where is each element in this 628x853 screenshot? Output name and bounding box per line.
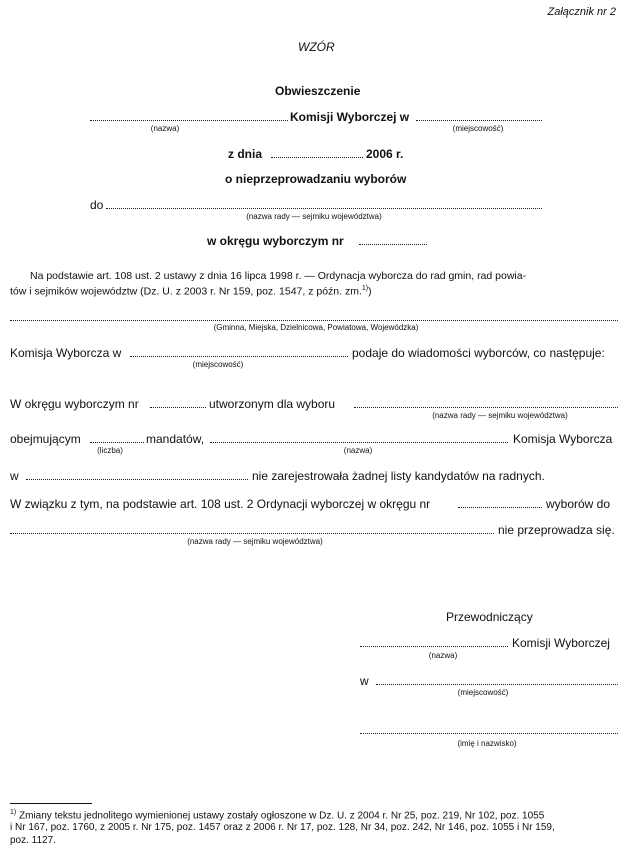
conclusion-district-field xyxy=(458,507,542,508)
do-prefix: do xyxy=(90,198,104,212)
no-lists-suffix: nie zarejestrowała żadnej listy kandydatów na radnych. xyxy=(252,469,545,483)
legal-basis-line2-end: ) xyxy=(368,285,372,298)
legal-basis-line1: Na podstawie art. 108 ust. 2 ustawy z dnia 16 lipca 1998 r. — Ordynacja wyborcza do rad gmin, rad powia- xyxy=(30,270,527,282)
district-paragraph xyxy=(10,397,618,411)
mandates-prefix: obejmującym xyxy=(10,432,81,446)
caption-imie-nazwisko: (imię i nazwisko) xyxy=(457,739,517,748)
signature-commission-field xyxy=(360,646,508,647)
caption-conclusion-council: (nazwa rady — sejmiku województwa) xyxy=(187,537,323,546)
district-line xyxy=(207,234,427,248)
mandates-line xyxy=(10,432,622,446)
commission-line xyxy=(90,110,542,124)
template-label: WZÓR xyxy=(298,40,335,54)
footnote-line2: i Nr 167, poz. 1760, z 2005 r. Nr 175, poz. 1457 oraz z 2006 r. Nr 17, poz. 128, Nr 34, poz. 242, Nr 146, poz. 1055 i Nr 159, xyxy=(10,822,555,833)
signature-name-field xyxy=(360,733,618,734)
legal-basis-line2-text: tów i sejmików województw (Dz. U. z 2003 r. Nr 159, poz. 1547, z późn. zm. xyxy=(10,285,362,298)
commission-name-field xyxy=(90,120,288,121)
no-lists-prefix: w xyxy=(10,469,19,483)
signature-commission-text: Komisji Wyborczej xyxy=(512,636,610,650)
no-lists-place-field xyxy=(26,479,248,480)
footnote-line1-text: Zmiany tekstu jednolitego wymienionej ustawy zostały ogłoszone w Dz. U. z 2004 r. Nr 25, poz. 219, Nr 102, poz. 1055 xyxy=(19,810,545,822)
caption-miejscowosc: (miejscowość) xyxy=(452,124,504,133)
footnote-line3: poz. 1127. xyxy=(10,835,56,846)
conclusion-line1 xyxy=(10,497,622,511)
district-para-number-field xyxy=(150,407,206,408)
legal-basis-line2 xyxy=(10,285,372,298)
caption-mandates-name: (nazwa) xyxy=(343,446,373,455)
signature-w-prefix: w xyxy=(360,674,369,688)
do-line xyxy=(90,198,542,212)
footnote-separator xyxy=(10,803,92,804)
conclusion-suffix: wyborów do xyxy=(546,497,611,511)
no-lists-line xyxy=(10,469,570,483)
caption-district-council: (nazwa rady — sejmiku województwa) xyxy=(432,411,568,420)
footnote-reference: 1) xyxy=(361,285,369,292)
signature-place-line xyxy=(360,674,618,688)
announcement-line xyxy=(10,346,622,360)
district-number-field xyxy=(359,244,427,245)
caption-signature-nazwa: (nazwa) xyxy=(428,651,458,660)
council-name-field xyxy=(106,208,542,209)
district-para-prefix: W okręgu wyborczym nr xyxy=(10,397,139,411)
date-line xyxy=(228,147,408,161)
district-para-council-field xyxy=(354,407,618,408)
signature-commission-line xyxy=(360,636,622,650)
commission-type-field xyxy=(10,320,618,321)
signature-title: Przewodniczący xyxy=(446,610,533,624)
signature-place-field xyxy=(376,684,618,685)
mandates-middle: mandatów, xyxy=(146,432,205,446)
mandates-suffix: Komisja Wyborcza xyxy=(513,432,613,446)
mandates-count-field xyxy=(90,442,144,443)
footnote-mark: 1) xyxy=(10,809,17,816)
caption-announcement-place: (miejscowość) xyxy=(192,360,244,369)
footnote-line1 xyxy=(10,809,544,821)
document-title: Obwieszczenie xyxy=(275,84,361,98)
announcement-prefix: Komisja Wyborcza w xyxy=(10,346,122,360)
announcement-suffix: podaje do wiadomości wyborców, co następuje: xyxy=(352,346,605,360)
caption-council-name: (nazwa rady — sejmiku województwa) xyxy=(246,212,382,221)
commission-line-text: Komisji Wyborczej w xyxy=(290,110,410,124)
date-field xyxy=(271,157,363,158)
caption-signature-miejscowosc: (miejscowość) xyxy=(457,688,509,697)
caption-commission-type: (Gminna, Miejska, Dzielnicowa, Powiatowa, Wojewódzka) xyxy=(213,323,419,332)
date-suffix: 2006 r. xyxy=(366,147,404,161)
mandates-name-field xyxy=(210,442,508,443)
conclusion-council-field xyxy=(10,533,494,534)
conclusion-end: nie przeprowadza się. xyxy=(498,523,615,537)
conclusion-line2 xyxy=(10,523,622,537)
subject-line: o nieprzeprowadzaniu wyborów xyxy=(225,172,407,186)
district-para-middle: utworzonym dla wyboru xyxy=(209,397,336,411)
conclusion-prefix: W związku z tym, na podstawie art. 108 ust. 2 Ordynacji wyborczej w okręgu nr xyxy=(10,497,431,511)
attachment-label: Załącznik nr 2 xyxy=(547,6,616,18)
caption-nazwa: (nazwa) xyxy=(150,124,180,133)
caption-liczba: (liczba) xyxy=(97,446,123,455)
district-prefix: w okręgu wyborczym nr xyxy=(207,234,344,248)
announcement-place-field xyxy=(130,356,348,357)
date-prefix: z dnia xyxy=(228,147,263,161)
commission-place-field xyxy=(416,120,542,121)
